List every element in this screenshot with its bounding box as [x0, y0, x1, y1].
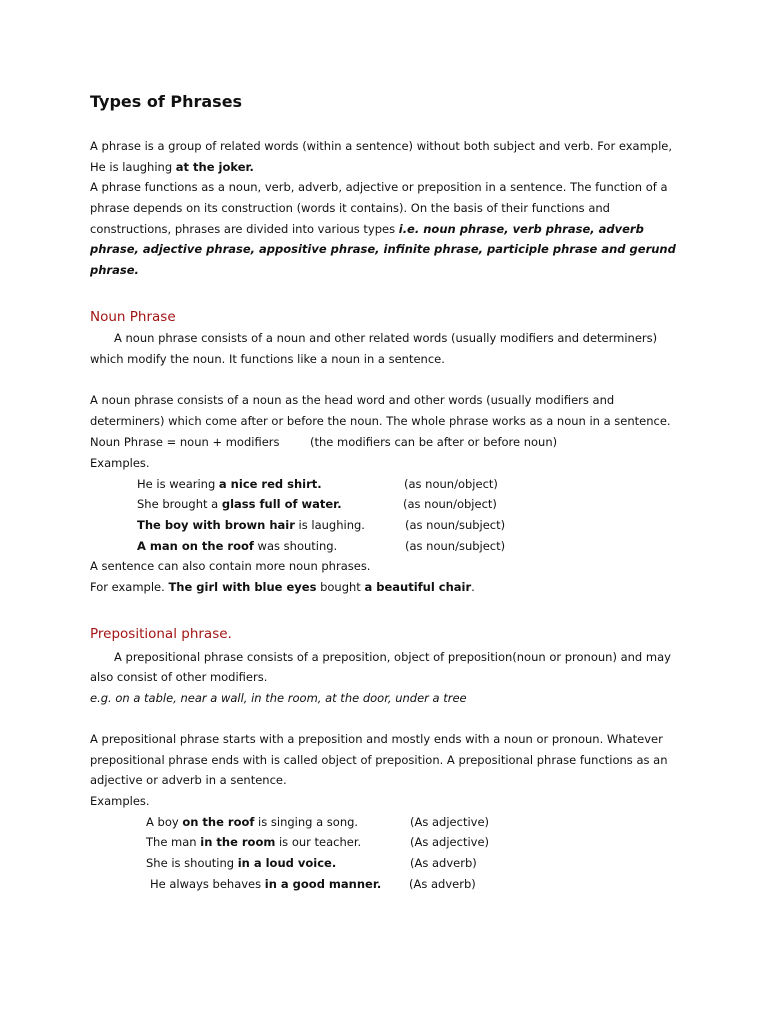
- prep-example: The man in the room is our teacher.: [146, 835, 362, 849]
- intro-line: phrase depends on its construction (words it contains). On the basis of their functions and: [90, 201, 610, 215]
- prep-paragraph-line: A prepositional phrase starts with a preposition and mostly ends with a noun or pronoun. Whatever: [90, 732, 663, 746]
- intro-line: He is laughing at the joker.: [90, 160, 254, 174]
- noun-paragraph-line: A noun phrase consists of a noun as the head word and other words (usually modifiers and: [90, 393, 615, 407]
- noun-more-line: A sentence can also contain more noun phrases.: [90, 559, 371, 573]
- prep-example-tag: (As adjective): [410, 835, 490, 849]
- noun-example: He is wearing a nice red shirt.: [137, 477, 322, 491]
- prep-example-tag: (As adjective): [410, 815, 490, 829]
- intro-line: phrase, adjective phrase, appositive phrase, infinite phrase, participle phrase and gerund: [90, 242, 676, 256]
- noun-example-tag: (as noun/subject): [405, 539, 506, 553]
- noun-definition-line: A noun phrase consists of a noun and other related words (usually modifiers and determiners): [114, 331, 658, 345]
- noun-example: A man on the roof was shouting.: [137, 539, 338, 553]
- prep-example: He always behaves in a good manner.: [150, 877, 382, 891]
- noun-example: She brought a glass full of water.: [137, 497, 342, 511]
- intro-line: A phrase is a group of related words (within a sentence) without both subject and verb. For example,: [90, 139, 672, 153]
- noun-example-tag: (as noun/object): [404, 477, 498, 491]
- noun-paragraph-line: determiners) which come after or before the noun. The whole phrase works as a noun in a sentence.: [90, 414, 671, 428]
- prep-definition-line: also consist of other modifiers.: [90, 670, 268, 684]
- noun-example-tag: (as noun/object): [403, 497, 497, 511]
- prep-examples-label: Examples.: [90, 794, 150, 808]
- noun-more-example: For example. The girl with blue eyes bought a beautiful chair.: [90, 580, 475, 594]
- intro-line: constructions, phrases are divided into various types i.e. noun phrase, verb phrase, adverb: [90, 222, 644, 236]
- noun-examples-label: Examples.: [90, 456, 150, 470]
- noun-formula: Noun Phrase = noun + modifiers: [90, 435, 280, 449]
- intro-line: A phrase functions as a noun, verb, adverb, adjective or preposition in a sentence. The function of a: [90, 180, 668, 194]
- prep-example: She is shouting in a loud voice.: [146, 856, 337, 870]
- prep-eg-line: e.g. on a table, near a wall, in the room, at the door, under a tree: [90, 691, 467, 705]
- prep-paragraph-line: adjective or adverb in a sentence.: [90, 773, 287, 787]
- page-title: Types of Phrases: [90, 92, 243, 111]
- noun-definition-line: which modify the noun. It functions like a noun in a sentence.: [90, 352, 445, 366]
- prep-example: A boy on the roof is singing a song.: [146, 815, 359, 829]
- noun-phrase-heading: Noun Phrase: [90, 309, 176, 325]
- prepositional-phrase-heading: Prepositional phrase.: [90, 626, 232, 642]
- prep-example-tag: (As adverb): [410, 856, 477, 870]
- intro-line: phrase.: [90, 263, 139, 277]
- noun-formula-note: (the modifiers can be after or before noun): [310, 435, 558, 449]
- prep-example-tag: (As adverb): [409, 877, 476, 891]
- noun-example-tag: (as noun/subject): [405, 518, 506, 532]
- prep-definition-line: A prepositional phrase consists of a preposition, object of preposition(noun or pronoun) and may: [114, 650, 671, 664]
- noun-example: The boy with brown hair is laughing.: [137, 518, 365, 532]
- prep-paragraph-line: prepositional phrase ends with is called object of preposition. A prepositional phrase functions as an: [90, 753, 668, 767]
